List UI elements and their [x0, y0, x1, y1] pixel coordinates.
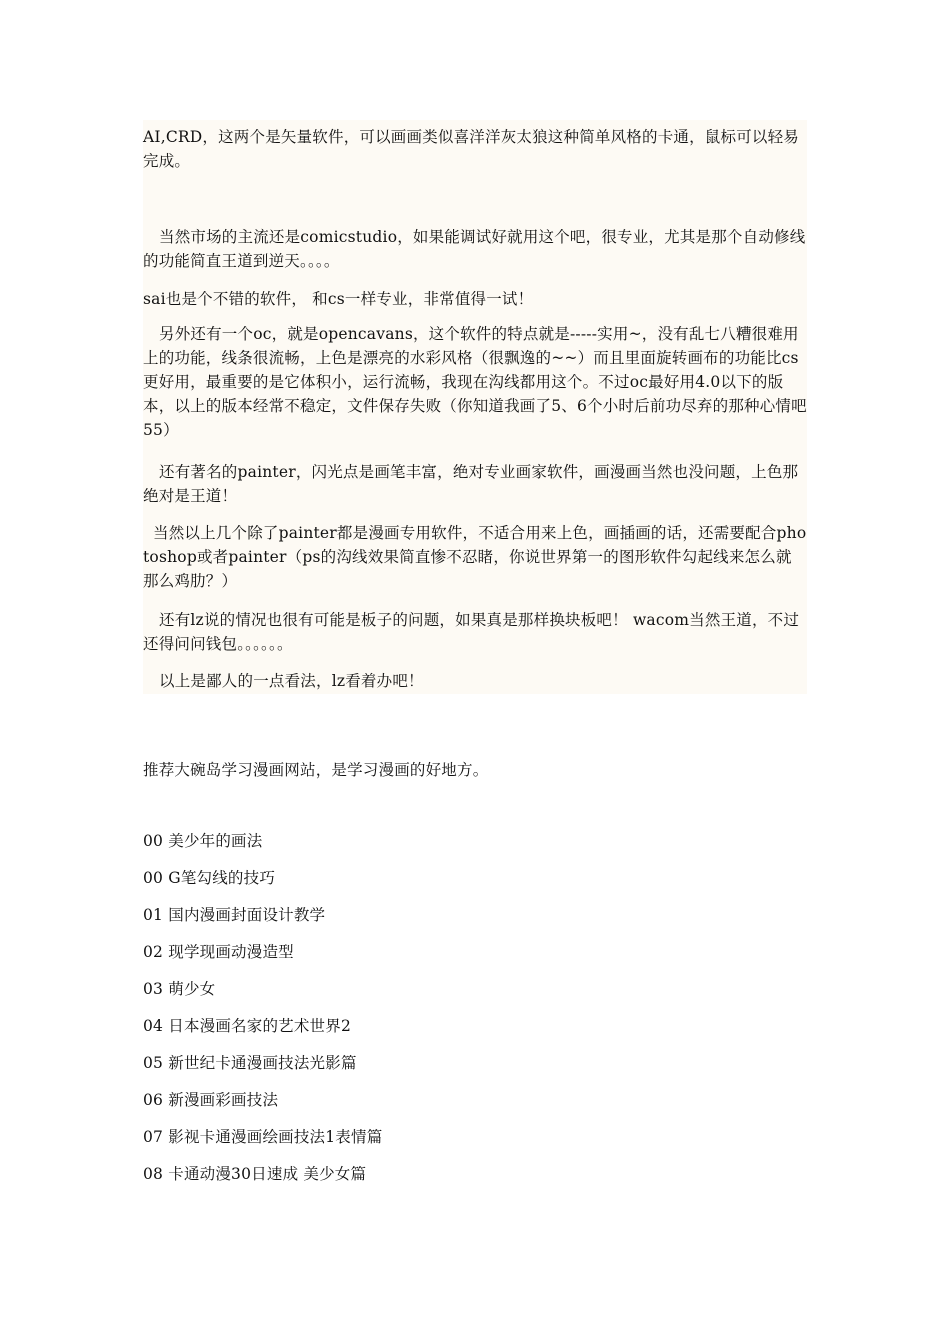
list-item: 07 影视卡通漫画绘画技法1表情篇	[143, 1128, 383, 1146]
list-item: 00 美少年的画法	[143, 832, 263, 850]
list-item: 03 萌少女	[143, 980, 216, 998]
list-item: 08 卡通动漫30日速成 美少女篇	[143, 1165, 367, 1183]
recommendation-text: 推荐大碗岛学习漫画网站，是学习漫画的好地方。	[143, 761, 489, 779]
paragraph-sai: sai也是个不错的软件， 和cs一样专业，非常值得一试！	[143, 290, 534, 308]
paragraph-painter: 还有著名的painter，闪光点是画笔丰富，绝对专业画家软件，画漫画当然也没问题，上色那绝对是王道！	[143, 463, 799, 505]
list-item: 05 新世纪卡通漫画技法光影篇	[143, 1054, 357, 1072]
list-item: 00 G笔勾线的技巧	[143, 869, 276, 887]
list-item: 01 国内漫画封面设计教学	[143, 906, 326, 924]
list-item: 06 新漫画彩画技法	[143, 1091, 279, 1109]
list-item: 02 现学现画动漫造型	[143, 943, 294, 961]
paragraph-photoshop: 当然以上几个除了painter都是漫画专用软件，不适合用来上色，画插画的话，还需要配合photoshop或者painter（ps的沟线效果简直惨不忍睹，你说世界第一的图形软件勾起线来怎么就那么鸡肋？）	[143, 524, 807, 590]
list-item: 04 日本漫画名家的艺术世界2	[143, 1017, 352, 1035]
paragraph-vector-software: AI,CRD，这两个是矢量软件，可以画画类似喜洋洋灰太狼这种简单风格的卡通，鼠标可以轻易完成。	[143, 128, 800, 170]
paragraph-opencanvas: 另外还有一个oc，就是opencavans，这个软件的特点就是-----实用~，没有乱七八糟很难用上的功能，线条很流畅，上色是漂亮的水彩风格（很飘逸的~~）而且里面旋转画布的功能比cs更好用，最重要的是它体积小，运行流畅，我现在沟线都用这个。不过oc最好用4.0以下的版本，以上的版本经常不稳定，文件保存失败（你知道我画了5、6个小时后前功尽弃的那种心情吧55）	[143, 325, 807, 439]
paragraph-conclusion: 以上是鄙人的一点看法，lz看着办吧！	[159, 672, 424, 690]
paragraph-wacom: 还有lz说的情况也很有可能是板子的问题，如果真是那样换块板吧！ wacom当然王道，不过还得问问钱包。。。。。。	[143, 611, 800, 653]
paragraph-comicstudio: 当然市场的主流还是comicstudio，如果能调试好就用这个吧，很专业，尤其是那个自动修线的功能简直王道到逆天。。。。	[143, 228, 806, 270]
